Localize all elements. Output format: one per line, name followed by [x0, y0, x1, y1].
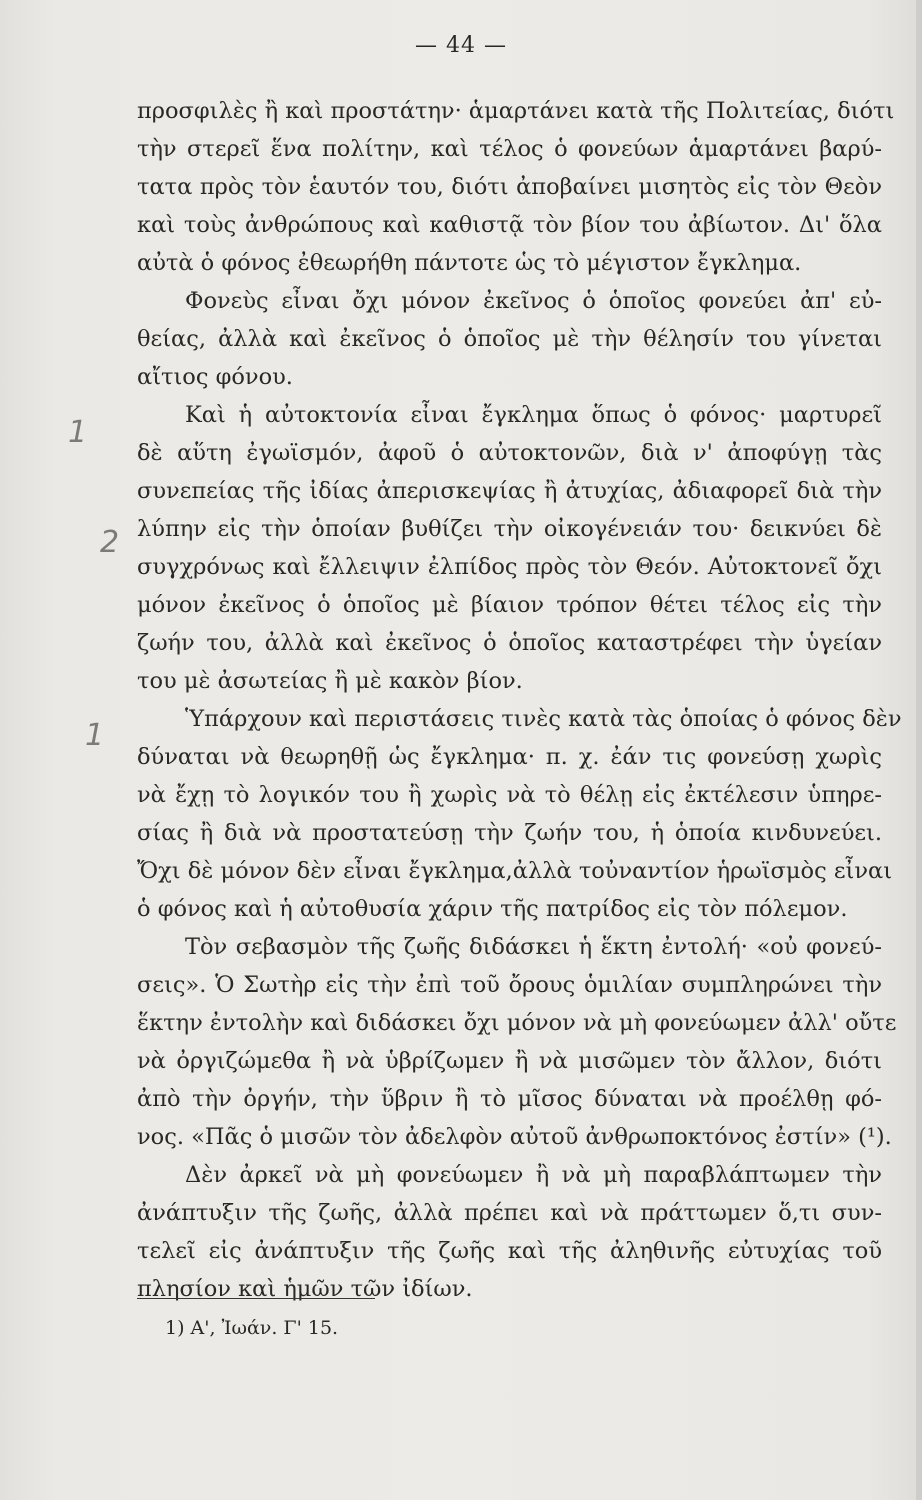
- text-line: ἕκτην ἐντολὴν καὶ διδάσκει ὄχι μόνον νὰ μὴ φονεύωμεν ἀλλ' οὔτε: [137, 1010, 897, 1036]
- page-edge-shadow: [916, 0, 922, 1500]
- text-line: ἀνάπτυξιν τῆς ζωῆς, ἀλλὰ πρέπει καὶ νὰ πράττωμεν ὅ,τι συν-: [137, 1200, 882, 1226]
- text-line: ζωήν του, ἀλλὰ καὶ ἐκεῖνος ὁ ὁποῖος καταστρέφει τὴν ὑγείαν: [137, 630, 882, 656]
- text-line: αὐτὰ ὁ φόνος ἐθεωρήθη πάντοτε ὡς τὸ μέγιστον ἔγκλημα.: [137, 250, 802, 276]
- text-line: σίας ἢ διὰ νὰ προστατεύσῃ τὴν ζωήν του, ἡ ὁποία κινδυνεύει.: [137, 820, 882, 846]
- footnote: 1) Α', Ἰωάν. Γ' 15.: [165, 1317, 339, 1339]
- margin-pencil-mark: 1: [68, 415, 88, 450]
- text-line: καὶ τοὺς ἀνθρώπους καὶ καθιστᾷ τὸν βίον του ἀβίωτον. Δι' ὅλα: [137, 212, 882, 238]
- text-line: δύναται νὰ θεωρηθῇ ὡς ἔγκλημα· π. χ. ἐάν τις φονεύσῃ χωρὶς: [137, 744, 882, 770]
- text-line: νὰ ἔχῃ τὸ λογικόν του ἢ χωρὶς νὰ τὸ θέλῃ εἰς ἐκτέλεσιν ὑπηρε-: [137, 782, 882, 808]
- body-text: [137, 92, 902, 1308]
- text-line: Ὄχι δὲ μόνον δὲν εἶναι ἔγκλημα,ἀλλὰ τοὐναντίον ἡρωϊσμὸς εἶναι: [137, 858, 893, 884]
- text-line: πλησίον καὶ ἡμῶν τῶν ἰδίων.: [137, 1276, 473, 1302]
- text-line: δὲ αὕτη ἐγωϊσμόν, ἀφοῦ ὁ αὐτοκτονῶν, διὰ ν' ἀποφύγῃ τὰς: [137, 440, 882, 466]
- text-line: συγχρόνως καὶ ἔλλειψιν ἐλπίδος πρὸς τὸν Θεόν. Αὐτοκτονεῖ ὄχι: [137, 554, 882, 580]
- footnote-rule: [137, 1298, 375, 1299]
- text-line: τατα πρὸς τὸν ἑαυτόν του, διότι ἀποβαίνει μισητὸς εἰς τὸν Θεὸν: [137, 174, 882, 200]
- text-line: Τὸν σεβασμὸν τῆς ζωῆς διδάσκει ἡ ἕκτη ἐντολή· «οὐ φονεύ-: [185, 934, 882, 960]
- text-line: τελεῖ εἰς ἀνάπτυξιν τῆς ζωῆς καὶ τῆς ἀληθινῆς εὐτυχίας τοῦ: [137, 1238, 882, 1264]
- text-line: Ὑπάρχουν καὶ περιστάσεις τινὲς κατὰ τὰς ὁποίας ὁ φόνος δὲν: [185, 706, 902, 732]
- page-number: — 44 —: [415, 33, 507, 58]
- text-line: Φονεὺς εἶναι ὄχι μόνον ἐκεῖνος ὁ ὁποῖος φονεύει ἀπ' εὐ-: [185, 288, 882, 314]
- margin-pencil-mark: 2: [100, 525, 120, 560]
- text-line: Δὲν ἀρκεῖ νὰ μὴ φονεύωμεν ἢ νὰ μὴ παραβλάπτωμεν τὴν: [185, 1162, 882, 1188]
- text-line: του μὲ ἀσωτείας ἢ μὲ κακὸν βίον.: [137, 668, 523, 694]
- text-line: ἀπὸ τὴν ὀργήν, τὴν ὕβριν ἢ τὸ μῖσος δύναται νὰ προέλθῃ φό-: [137, 1086, 882, 1112]
- text-line: νος. «Πᾶς ὁ μισῶν τὸν ἀδελφὸν αὐτοῦ ἀνθρωποκτόνος ἐστίν» (¹).: [137, 1124, 892, 1150]
- margin-pencil-mark: 1: [85, 718, 105, 753]
- text-line: συνεπείας τῆς ἰδίας ἀπερισκεψίας ἢ ἀτυχίας, ἀδιαφορεῖ διὰ τὴν: [137, 478, 882, 504]
- text-line: μόνον ἐκεῖνος ὁ ὁποῖος μὲ βίαιον τρόπον θέτει τέλος εἰς τὴν: [137, 592, 882, 618]
- text-line: τὴν στερεῖ ἕνα πολίτην, καὶ τέλος ὁ φονεύων ἁμαρτάνει βαρύ-: [137, 136, 882, 162]
- text-line: αἴτιος φόνου.: [137, 364, 293, 390]
- text-line: νὰ ὀργιζώμεθα ἢ νὰ ὑβρίζωμεν ἢ νὰ μισῶμεν τὸν ἄλλον, διότι: [137, 1048, 882, 1074]
- text-line: Καὶ ἡ αὐτοκτονία εἶναι ἔγκλημα ὅπως ὁ φόνος· μαρτυρεῖ: [185, 402, 882, 428]
- text-line: προσφιλὲς ἢ καὶ προστάτην· ἁμαρτάνει κατὰ τῆς Πολιτείας, διότι: [137, 98, 895, 124]
- text-line: σεις». Ὁ Σωτὴρ εἰς τὴν ἐπὶ τοῦ ὄρους ὁμιλίαν συμπληρώνει τὴν: [137, 972, 882, 998]
- text-line: λύπην εἰς τὴν ὁποίαν βυθίζει τὴν οἰκογένειάν του· δεικνύει δὲ: [137, 516, 882, 542]
- text-line: ὁ φόνος καὶ ἡ αὐτοθυσία χάριν τῆς πατρίδος εἰς τὸν πόλεμον.: [137, 896, 848, 922]
- text-line: θείας, ἀλλὰ καὶ ἐκεῖνος ὁ ὁποῖος μὲ τὴν θέλησίν του γίνεται: [137, 326, 882, 352]
